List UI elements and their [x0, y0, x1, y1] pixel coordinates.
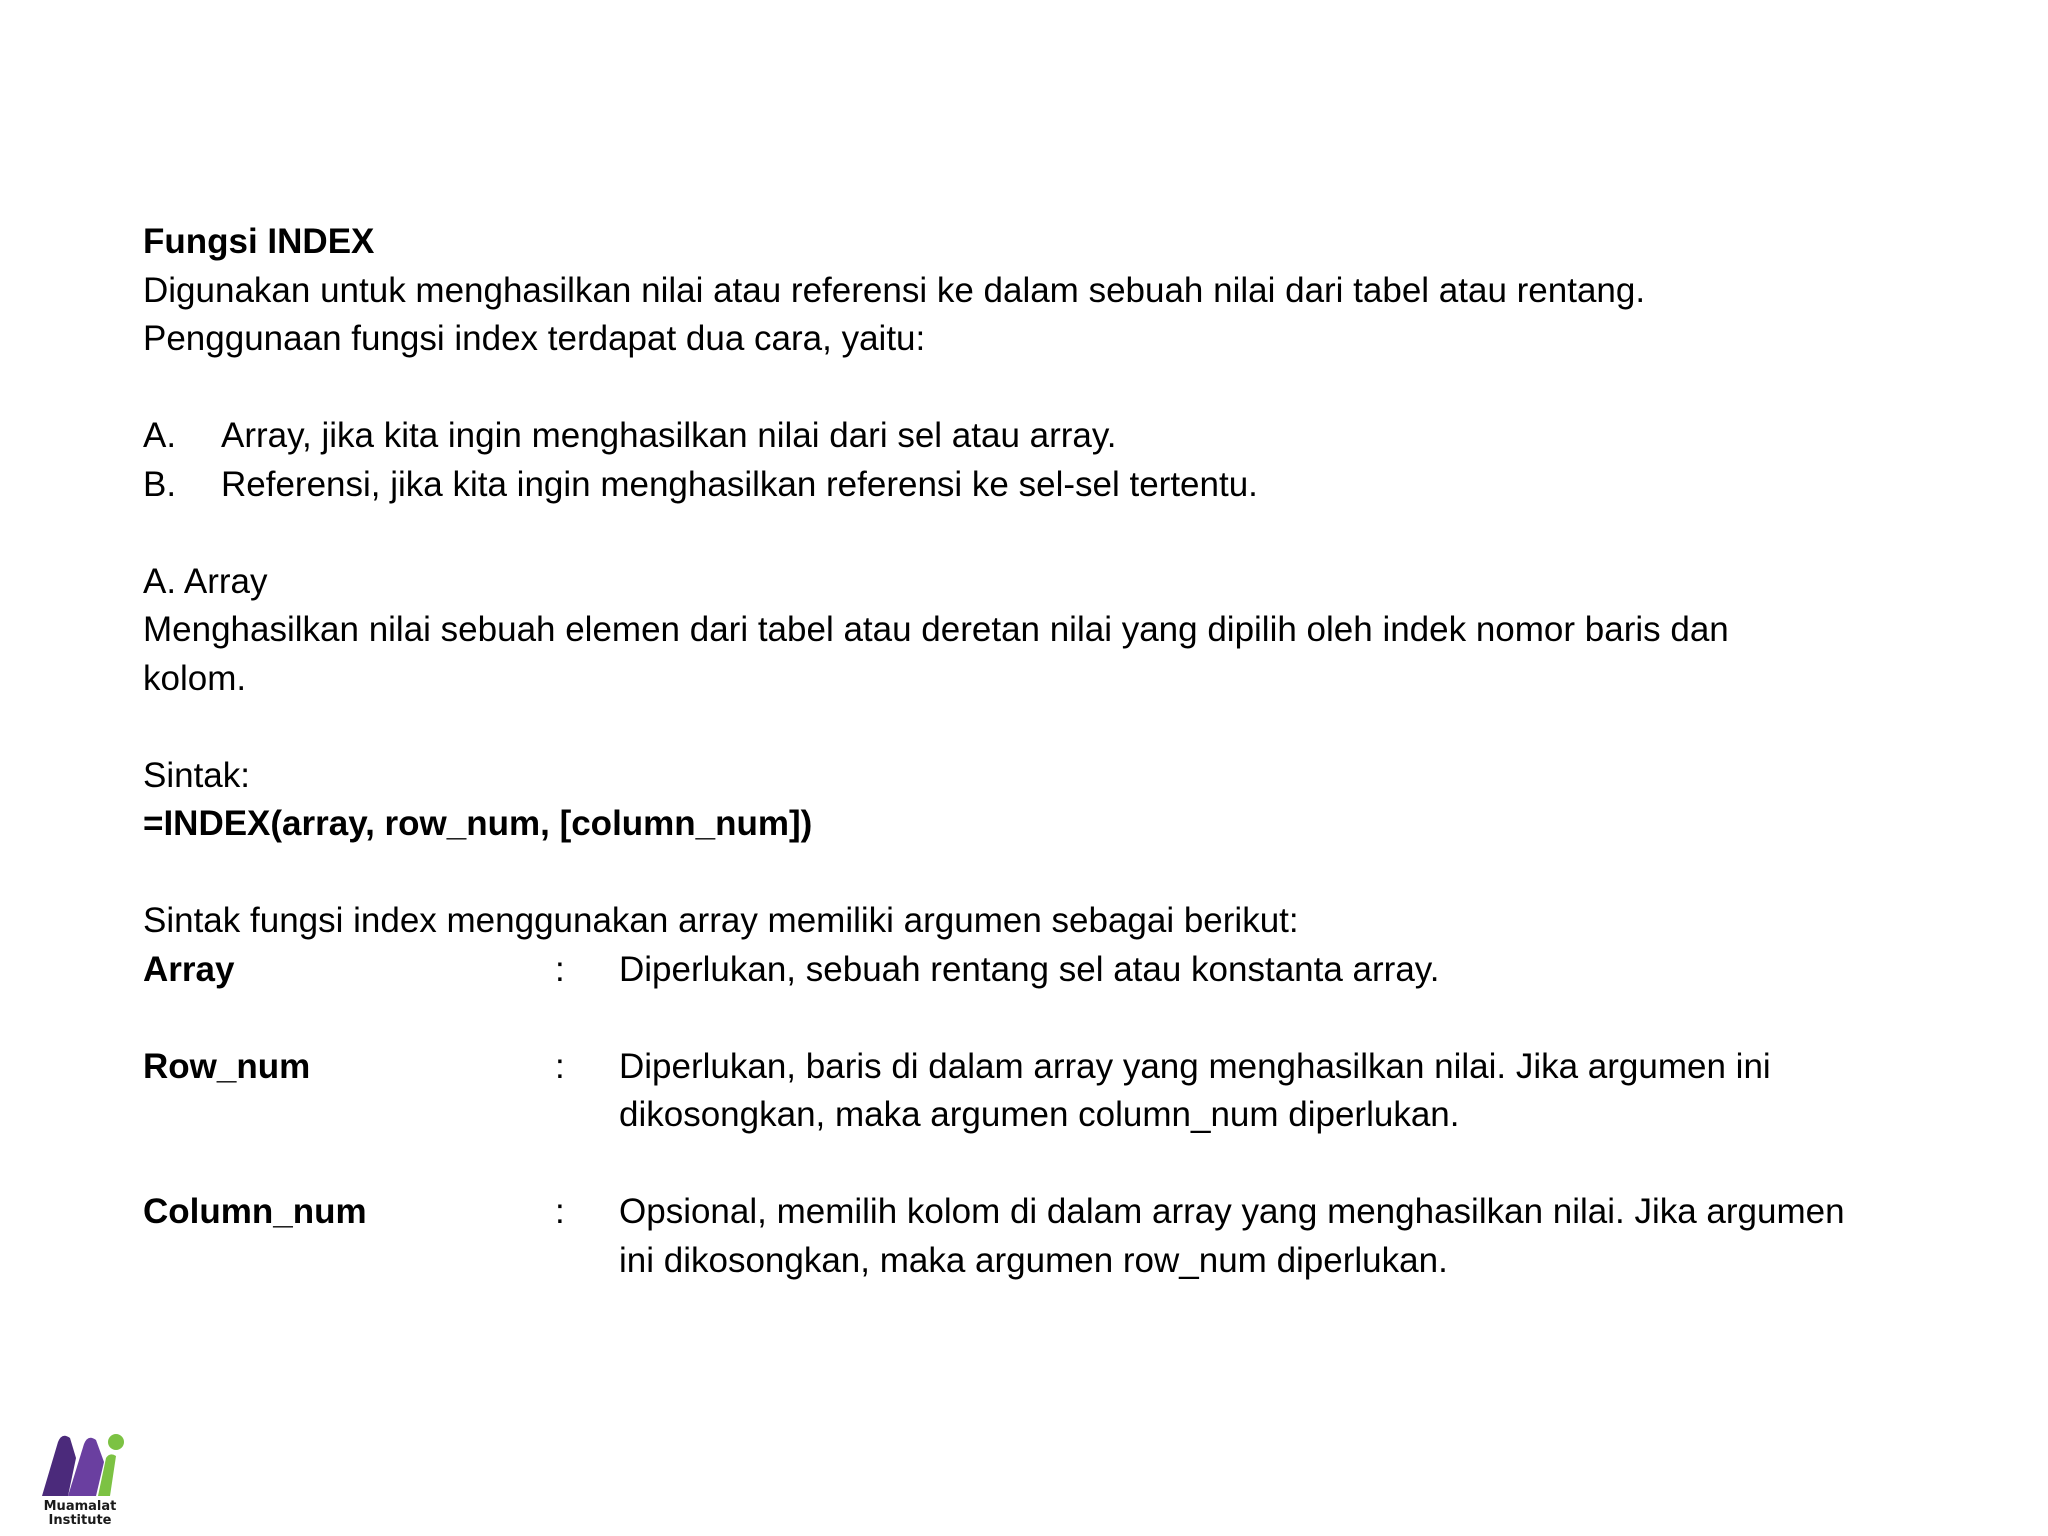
- list-item: [143, 412, 1943, 461]
- section-heading: A. Array: [143, 561, 268, 601]
- spacer: [143, 1140, 1943, 1189]
- spacer: [143, 364, 1943, 413]
- argument-description: [619, 946, 1943, 995]
- list-text: Array, jika kita ingin menghasilkan nilai dari sel atau array.: [221, 416, 1117, 455]
- syntax-label: Sintak:: [143, 755, 250, 795]
- argument-description-line: Diperlukan, sebuah rentang sel atau konstanta array.: [619, 949, 1440, 989]
- argument-term: Column_num: [143, 1192, 367, 1231]
- argument-description: [619, 1043, 1943, 1140]
- arguments-intro: Sintak fungsi index menggunakan array memiliki argumen sebagai berikut:: [143, 901, 1299, 940]
- spacer: [143, 994, 1943, 1043]
- section-description-line-2: kolom.: [143, 658, 247, 698]
- logo-text-line-2: Institute: [48, 1513, 112, 1528]
- section-description-line-1: Menghasilkan nilai sebuah elemen dari tabel atau deretan nilai yang dipilih oleh indek nomor baris dan: [143, 610, 1729, 649]
- slide-content: [143, 218, 1943, 1285]
- argument-description-line: Diperlukan, baris di dalam array yang menghasilkan nilai. Jika argumen ini: [619, 1046, 1771, 1086]
- argument-description-line: ini dikosongkan, maka argumen row_num diperlukan.: [619, 1240, 1448, 1280]
- argument-row-array: [143, 946, 1943, 995]
- intro-line-1: Digunakan untuk menghasilkan nilai atau referensi ke dalam sebuah nilai dari tabel atau rentang.: [143, 270, 1646, 310]
- argument-colon: :: [555, 1046, 565, 1086]
- logo-text: [30, 1500, 130, 1528]
- logo-i-dot: [108, 1434, 124, 1450]
- argument-description: [619, 1188, 1943, 1285]
- argument-description-line: Opsional, memilih kolom di dalam array yang menghasilkan nilai. Jika argumen: [619, 1192, 1845, 1231]
- list-marker: B.: [143, 464, 177, 504]
- syntax-formula: =INDEX(array, row_num, [column_num]): [143, 804, 813, 843]
- list-marker: A.: [143, 416, 177, 455]
- spacer: [143, 703, 1943, 752]
- argument-description-line: dikosongkan, maka argumen column_num diperlukan.: [619, 1095, 1460, 1134]
- argument-colon: :: [555, 949, 565, 989]
- spacer: [143, 849, 1943, 898]
- logo-text-line-1: Muamalat: [43, 1499, 117, 1514]
- argument-row-column-num: [143, 1188, 1943, 1285]
- list-item: [143, 461, 1943, 510]
- argument-term: Array: [143, 949, 235, 989]
- argument-term: Row_num: [143, 1046, 311, 1086]
- spacer: [143, 509, 1943, 558]
- page-title: Fungsi INDEX: [143, 222, 375, 261]
- list-text: Referensi, jika kita ingin menghasilkan referensi ke sel-sel tertentu.: [221, 464, 1258, 504]
- argument-colon: :: [555, 1192, 565, 1231]
- intro-line-2: Penggunaan fungsi index terdapat dua cara, yaitu:: [143, 319, 926, 358]
- argument-row-row-num: [143, 1043, 1943, 1140]
